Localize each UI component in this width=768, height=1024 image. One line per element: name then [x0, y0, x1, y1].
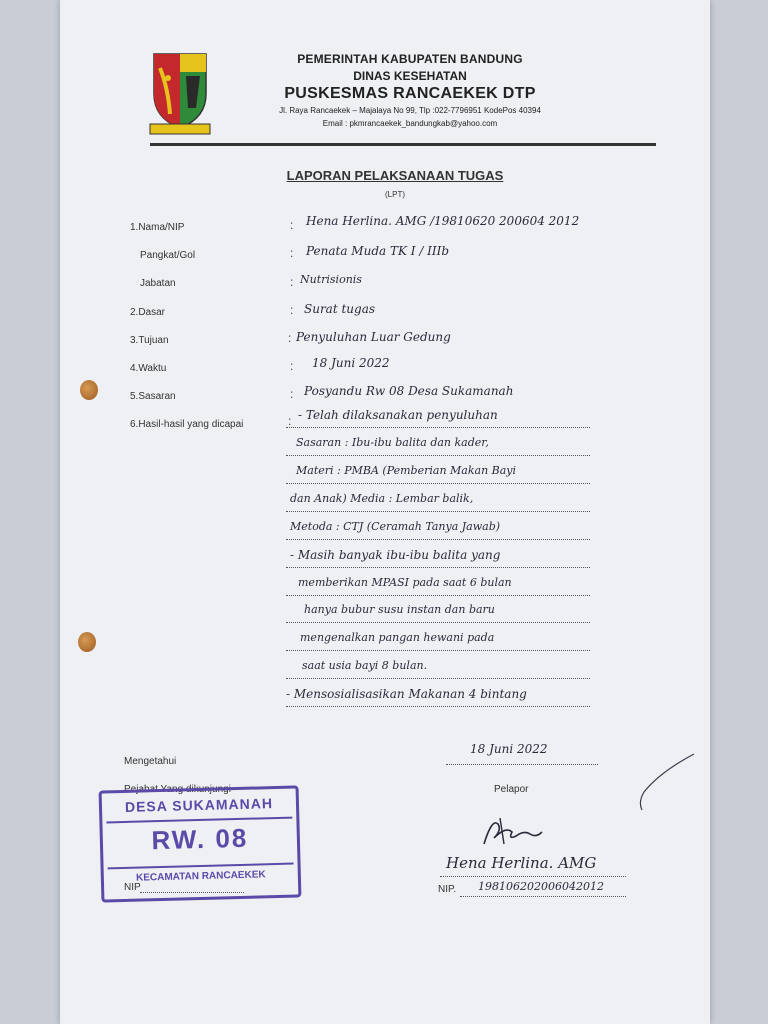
dotted-line — [286, 706, 590, 707]
colon: : — [288, 414, 292, 428]
hasil-line: Materi : PMBA (Pemberian Makan Bayi — [296, 464, 517, 477]
mengetahui-label: Mengetahui — [124, 756, 177, 767]
dotted-line — [286, 539, 590, 540]
nip-left-label: NIP — [124, 882, 141, 893]
dotted-line — [440, 876, 626, 877]
dotted-line — [460, 896, 626, 897]
label-tujuan: 3.Tujuan — [130, 335, 169, 346]
hasil-line: saat usia bayi 8 bulan. — [302, 659, 428, 672]
hasil-line: hanya bubur susu instan dan baru — [304, 603, 495, 616]
hasil-line: mengenalkan pangan hewani pada — [300, 631, 495, 644]
punch-hole-bottom — [78, 632, 96, 652]
kabupaten-bandung-logo — [148, 48, 212, 140]
header-email: Email : pkmrancaekek_bandungkab@yahoo.com — [322, 119, 498, 128]
value-waktu: 18 Juni 2022 — [312, 356, 390, 370]
dotted-line — [446, 764, 598, 765]
label-nama: 1.Nama/NIP — [130, 222, 185, 233]
header-department: DINAS KESEHATAN — [353, 69, 467, 83]
dotted-line — [286, 511, 590, 512]
colon: : — [290, 246, 294, 260]
hasil-line: - Mensosialisasikan Makanan 4 bintang — [286, 687, 527, 701]
report-date: 18 Juni 2022 — [470, 742, 548, 756]
label-pangkat: Pangkat/Gol — [140, 250, 196, 261]
dotted-line — [286, 455, 590, 456]
value-jabatan: Nutrisionis — [300, 273, 362, 286]
header-address: Jl. Raya Rancaekek – Majalaya No 99, Tlp :022-7796951 KodePos 40394 — [279, 106, 541, 115]
hasil-line: - Masih banyak ibu-ibu balita yang — [290, 548, 501, 562]
stamp-village: DESA SUKAMANAH — [124, 795, 274, 815]
label-sasaran: 5.Sasaran — [130, 391, 176, 402]
colon: : — [290, 359, 294, 373]
value-nama: Hena Herlina. AMG /19810620 200604 2012 — [306, 214, 580, 228]
colon: : — [290, 275, 294, 289]
hasil-line: Metoda : CTJ (Ceramah Tanya Jawab) — [290, 520, 501, 533]
value-tujuan: Penyuluhan Luar Gedung — [296, 330, 451, 344]
stamp-district: KECAMATAN RANCAEKEK — [135, 869, 266, 884]
hasil-line: Sasaran : Ibu-ibu balita dan kader, — [296, 436, 489, 449]
pejabat-label: Pejabat Yang dikunjungi — [124, 784, 231, 795]
colon: : — [290, 218, 294, 232]
header-government: PEMERINTAH KABUPATEN BANDUNG — [297, 52, 523, 66]
value-dasar: Surat tugas — [304, 302, 376, 316]
dotted-line — [286, 427, 590, 428]
hasil-line: memberikan MPASI pada saat 6 bulan — [298, 576, 512, 589]
report-subtitle: (LPT) — [385, 190, 405, 199]
rw-stamp — [99, 785, 302, 902]
punch-hole-top — [80, 380, 98, 400]
colon: : — [290, 303, 294, 317]
signer-name: Hena Herlina. AMG — [446, 854, 597, 872]
nip-right-value: 198106202006042012 — [478, 880, 604, 893]
colon: : — [288, 331, 292, 345]
pelapor-label: Pelapor — [494, 784, 529, 795]
pen-stroke — [630, 752, 700, 812]
header-institution: PUSKESMAS RANCAEKEK DTP — [284, 85, 536, 102]
dotted-line — [286, 483, 590, 484]
label-hasil: 6.Hasil-hasil yang dicapai — [130, 419, 244, 430]
label-jabatan: Jabatan — [140, 278, 176, 289]
report-title: LAPORAN PELAKSANAAN TUGAS — [286, 168, 504, 183]
dotted-line — [286, 678, 590, 679]
hasil-line: - Telah dilaksanakan penyuluhan — [298, 408, 498, 422]
label-dasar: 2.Dasar — [130, 307, 166, 318]
hasil-line: dan Anak) Media : Lembar balik, — [290, 492, 474, 505]
dotted-line — [286, 595, 590, 596]
value-pangkat: Penata Muda TK I / IIIb — [306, 244, 450, 258]
label-waktu: 4.Waktu — [130, 363, 167, 374]
header-divider — [150, 143, 656, 146]
stamp-rw: RW. 08 — [151, 822, 249, 856]
dotted-line — [286, 622, 590, 623]
dotted-line — [286, 567, 590, 568]
dotted-line — [286, 650, 590, 651]
colon: : — [290, 387, 294, 401]
value-sasaran: Posyandu Rw 08 Desa Sukamanah — [304, 384, 514, 398]
signature-mark — [478, 814, 548, 850]
nip-right-label: NIP. — [438, 884, 457, 895]
